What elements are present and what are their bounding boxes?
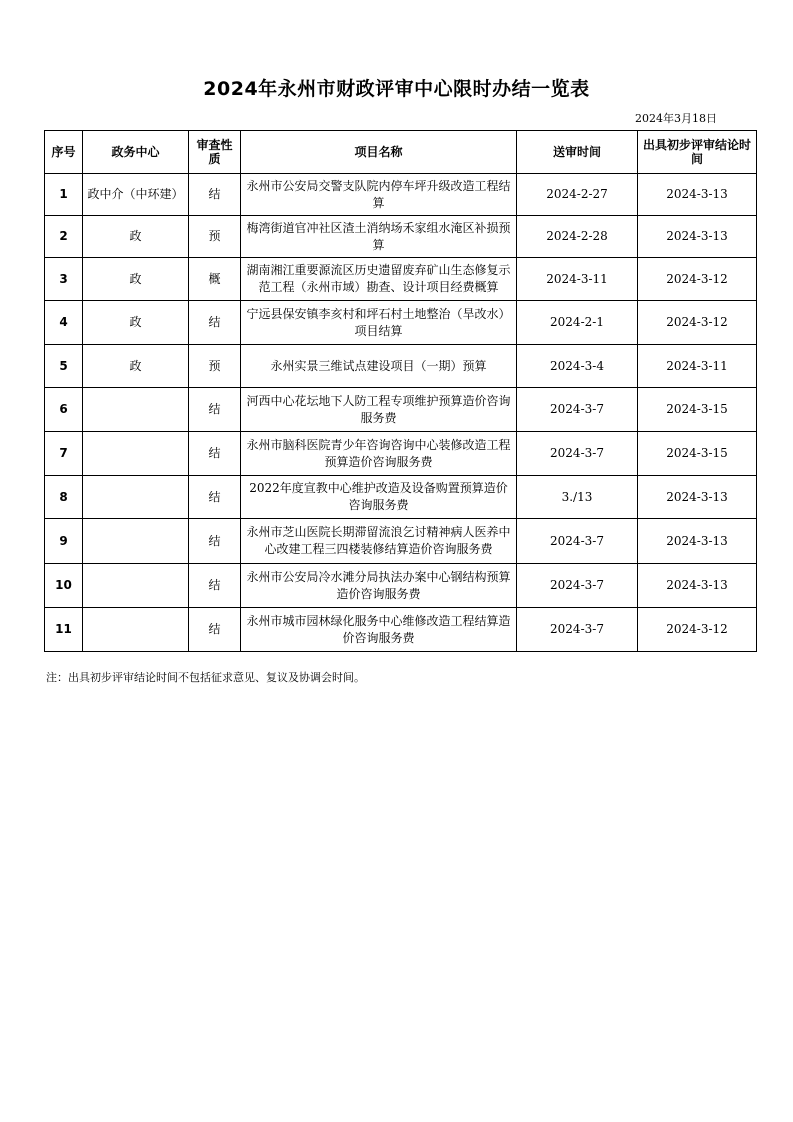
cell-submit: 2024-3-7 (517, 608, 638, 652)
cell-conclude: 2024-3-13 (638, 216, 757, 258)
page-title: 2024年永州市财政评审中心限时办结一览表 (203, 78, 590, 100)
cell-type: 结 (189, 174, 241, 216)
table-row (45, 608, 757, 652)
cell-submit: 2024-3-7 (517, 388, 638, 432)
header-no: 序号 (45, 131, 83, 174)
report-date: 2024年3月18日 (635, 112, 717, 125)
table-row (45, 258, 757, 301)
cell-type: 结 (189, 608, 241, 652)
cell-name: 宁远县保安镇李亥村和坪石村土地整治（旱改水）项目结算 (241, 301, 517, 345)
cell-conclude: 2024-3-11 (638, 345, 757, 388)
cell-center (83, 608, 189, 652)
table-row (45, 388, 757, 432)
cell-conclude: 2024-3-15 (638, 388, 757, 432)
cell-type: 预 (189, 216, 241, 258)
cell-center (83, 476, 189, 519)
cell-name: 河西中心花坛地下人防工程专项维护预算造价咨询服务费 (241, 388, 517, 432)
cell-name: 湖南湘江重要源流区历史遗留废弃矿山生态修复示范工程（永州市域）勘查、设计项目经费概算 (241, 258, 517, 301)
cell-type: 预 (189, 345, 241, 388)
cell-conclude: 2024-3-13 (638, 519, 757, 564)
cell-submit: 2024-2-28 (517, 216, 638, 258)
cell-no: 2 (45, 216, 83, 258)
cell-name: 永州实景三维试点建设项目（一期）预算 (241, 345, 517, 388)
cell-no: 3 (45, 258, 83, 301)
cell-name: 永州市芝山医院长期滞留流浪乞讨精神病人医养中心改建工程三四楼装修结算造价咨询服务费 (241, 519, 517, 564)
footnote: 注：出具初步评审结论时间不包括征求意见、复议及协调会时间。 (46, 671, 365, 684)
table-row (45, 564, 757, 608)
cell-center (83, 432, 189, 476)
cell-name: 永州市城市园林绿化服务中心维修改造工程结算造价咨询服务费 (241, 608, 517, 652)
cell-center: 政 (83, 258, 189, 301)
cell-submit: 2024-3-4 (517, 345, 638, 388)
cell-submit: 2024-2-1 (517, 301, 638, 345)
cell-submit: 2024-3-11 (517, 258, 638, 301)
cell-no: 5 (45, 345, 83, 388)
cell-type: 结 (189, 564, 241, 608)
cell-type: 概 (189, 258, 241, 301)
cell-type: 结 (189, 519, 241, 564)
header-conclude: 出具初步评审结论时间 (638, 131, 757, 174)
cell-submit: 2024-3-7 (517, 519, 638, 564)
cell-submit: 3./13 (517, 476, 638, 519)
cell-type: 结 (189, 301, 241, 345)
cell-conclude: 2024-3-12 (638, 608, 757, 652)
cell-no: 11 (45, 608, 83, 652)
cell-conclude: 2024-3-13 (638, 564, 757, 608)
cell-name: 永州市公安局冷水滩分局执法办案中心钢结构预算造价咨询服务费 (241, 564, 517, 608)
cell-conclude: 2024-3-15 (638, 432, 757, 476)
cell-no: 4 (45, 301, 83, 345)
cell-name: 永州市脑科医院青少年咨询咨询中心装修改造工程预算造价咨询服务费 (241, 432, 517, 476)
cell-center (83, 388, 189, 432)
cell-center: 政中介（中环建） (83, 174, 189, 216)
cell-center: 政 (83, 301, 189, 345)
project-table (44, 130, 757, 652)
cell-conclude: 2024-3-12 (638, 258, 757, 301)
cell-no: 8 (45, 476, 83, 519)
header-type: 审查性质 (189, 131, 241, 174)
cell-center (83, 564, 189, 608)
table-header-row (45, 131, 757, 174)
table-row (45, 432, 757, 476)
cell-conclude: 2024-3-12 (638, 301, 757, 345)
header-submit: 送审时间 (517, 131, 638, 174)
cell-name: 2022年度宣教中心维护改造及设备购置预算造价咨询服务费 (241, 476, 517, 519)
header-name: 项目名称 (241, 131, 517, 174)
cell-submit: 2024-3-7 (517, 432, 638, 476)
cell-center (83, 519, 189, 564)
table-row (45, 345, 757, 388)
cell-conclude: 2024-3-13 (638, 174, 757, 216)
table-row (45, 476, 757, 519)
cell-type: 结 (189, 476, 241, 519)
cell-name: 永州市公安局交警支队院内停车坪升级改造工程结算 (241, 174, 517, 216)
cell-no: 1 (45, 174, 83, 216)
cell-no: 6 (45, 388, 83, 432)
cell-no: 10 (45, 564, 83, 608)
cell-center: 政 (83, 216, 189, 258)
cell-no: 9 (45, 519, 83, 564)
cell-center: 政 (83, 345, 189, 388)
table-row (45, 519, 757, 564)
cell-type: 结 (189, 432, 241, 476)
cell-type: 结 (189, 388, 241, 432)
cell-conclude: 2024-3-13 (638, 476, 757, 519)
cell-submit: 2024-2-27 (517, 174, 638, 216)
header-center: 政务中心 (83, 131, 189, 174)
cell-no: 7 (45, 432, 83, 476)
table-row (45, 216, 757, 258)
cell-submit: 2024-3-7 (517, 564, 638, 608)
table-row (45, 301, 757, 345)
table-row (45, 174, 757, 216)
cell-name: 梅湾街道官冲社区渣土消纳场禾家组水淹区补损预算 (241, 216, 517, 258)
